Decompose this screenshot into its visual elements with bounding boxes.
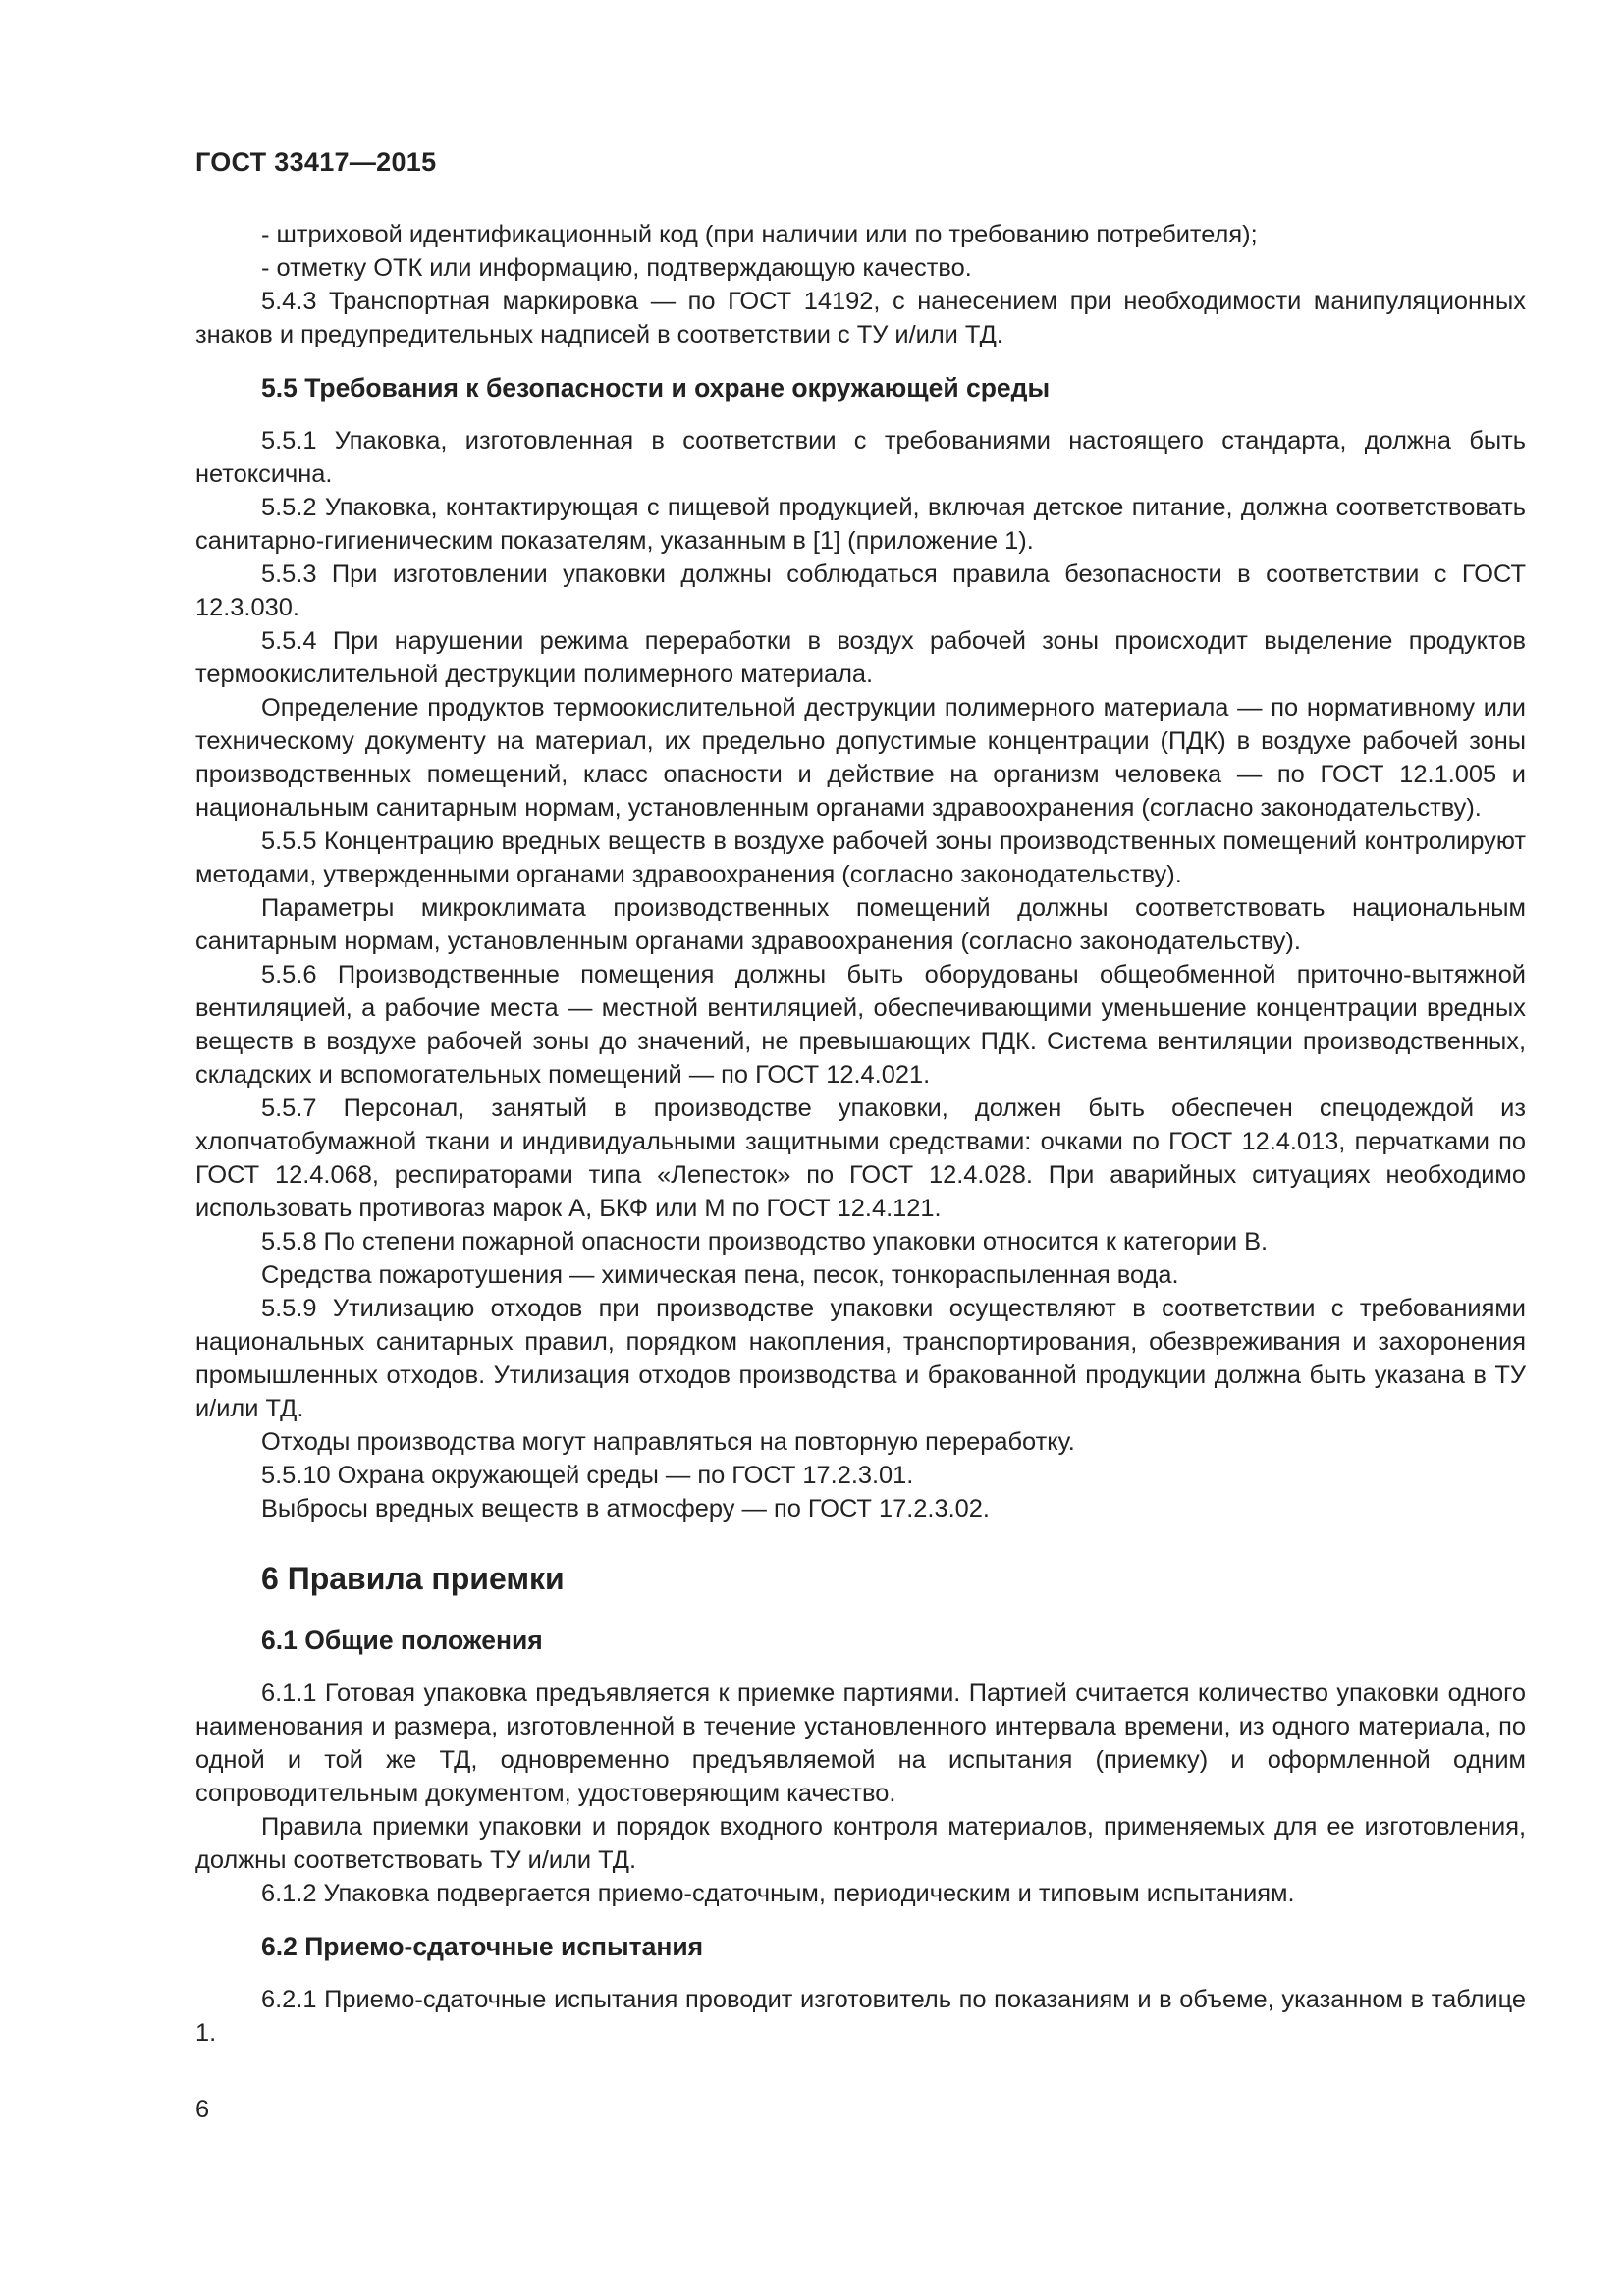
paragraph: Отходы производства могут направляться на повторную переработку. [261, 1428, 1075, 1456]
paragraph-5-5-9: 5.5.9 Утилизацию отходов при производстве упаковки осуществляют в соответствии с требованиями национальных санитарных правил, порядком накопления, транспортирования, обезвреживания и захоронения промышленных отходов. Утилизация отходов производства и бракованной продукции должна быть указана в ТУ и/или ТД. [195, 1295, 1526, 1422]
paragraph-5-5-7: 5.5.7 Персонал, занятый в производстве упаковки, должен быть обеспечен спецодеждой из хлопчатобумажной ткани и индивидуальными защитными средствами: очками по ГОСТ 12.4.013, перчатками по ГОСТ 12.4.068, респираторами типа «Лепесток» по ГОСТ 12.4.028. При аварийных ситуациях необходимо использовать противогаз марок А, БКФ или М по ГОСТ 12.4.121. [195, 1095, 1526, 1222]
paragraph-5-5-1: 5.5.1 Упаковка, изготовленная в соответствии с требованиями настоящего стандарта, должна быть нетоксична. [195, 427, 1526, 488]
paragraph-5-5-10: 5.5.10 Охрана окружающей среды — по ГОСТ 17.2.3.01. [261, 1462, 914, 1489]
paragraph: Определение продуктов термоокислительной деструкции полимерного материала — по нормативному или техническому документу на материал, их предельно допустимые концентрации (ПДК) в воздухе рабочей зоны производственных помещений, класс опасности и действие на организм человека — по ГОСТ 12.1.005 и национальным санитарным нормам, установленным органами здравоохранения (согласно законодательству). [195, 694, 1526, 822]
paragraph-5-5-6: 5.5.6 Производственные помещения должны быть оборудованы общеобменной приточно-вытяжной вентиляцией, а рабочие места — местной вентиляцией, обеспечивающими уменьшение концентрации вредных веществ в воздухе рабочей зоны до значений, не превышающих ПДК. Система вентиляции производственных, складских и вспомогательных помещений — по ГОСТ 12.4.021. [195, 961, 1526, 1089]
list-item: - штриховой идентификационный код (при наличии или по требованию потребителя); [261, 221, 1258, 248]
section-heading-6-2: 6.2 Приемо-сдаточные испытания [261, 1932, 704, 1961]
paragraph-5-4-3: 5.4.3 Транспортная маркировка — по ГОСТ 14192, с нанесением при необходимости манипуляционных знаков и предупредительных надписей в соответствии с ТУ и/или ТД. [195, 288, 1526, 348]
document-header: ГОСТ 33417—2015 [195, 147, 437, 177]
section-heading-5-5: 5.5 Требования к безопасности и охране окружающей среды [261, 373, 1051, 402]
chapter-heading-6: 6 Правила приемки [261, 1561, 565, 1596]
document-body [195, 218, 1526, 2050]
paragraph-5-5-5: 5.5.5 Концентрацию вредных веществ в воздухе рабочей зоны производственных помещений контролируют методами, утвержденными органами здравоохранения (согласно законодательству). [195, 828, 1526, 888]
paragraph-5-5-2: 5.5.2 Упаковка, контактирующая с пищевой продукцией, включая детское питание, должна соответствовать санитарно-гигиеническим показателям, указанным в [1] (приложение 1). [195, 494, 1526, 555]
paragraph-6-1-1: 6.1.1 Готовая упаковка предъявляется к приемке партиями. Партией считается количество упаковки одного наименования и размера, изготовленной в течение установленного интервала времени, из одного материала, по одной и той же ТД, одновременно предъявляемой на испытания (приемку) и оформленной одним сопроводительным документом, удостоверяющим качество. [195, 1680, 1526, 1807]
paragraph-5-5-3: 5.5.3 При изготовлении упаковки должны соблюдаться правила безопасности в соответствии с ГОСТ 12.3.030. [195, 561, 1526, 621]
paragraph: Параметры микроклимата производственных помещений должны соответствовать национальным санитарным нормам, установленным органами здравоохранения (согласно законодательству). [195, 894, 1526, 955]
paragraph: Правила приемки упаковки и порядок входного контроля материалов, применяемых для ее изготовления, должны соответствовать ТУ и/или ТД. [195, 1813, 1526, 1874]
section-heading-6-1: 6.1 Общие положения [261, 1626, 543, 1655]
paragraph-6-2-1: 6.2.1 Приемо-сдаточные испытания проводит изготовитель по показаниям и в объеме, указанном в таблице 1. [195, 1986, 1526, 2047]
paragraph: Выбросы вредных веществ в атмосферу — по ГОСТ 17.2.3.02. [261, 1495, 990, 1522]
paragraph-5-5-4: 5.5.4 При нарушении режима переработки в воздух рабочей зоны происходит выделение продуктов термоокислительной деструкции полимерного материала. [195, 627, 1526, 688]
page-number: 6 [195, 2096, 210, 2123]
paragraph-5-5-8: 5.5.8 По степени пожарной опасности производство упаковки относится к категории В. [261, 1228, 1269, 1255]
paragraph: Средства пожаротушения — химическая пена, песок, тонкораспыленная вода. [261, 1261, 1179, 1289]
paragraph-6-1-2: 6.1.2 Упаковка подвергается приемо-сдаточным, периодическим и типовым испытаниям. [261, 1880, 1295, 1907]
list-item: - отметку ОТК или информацию, подтверждающую качество. [261, 254, 972, 282]
